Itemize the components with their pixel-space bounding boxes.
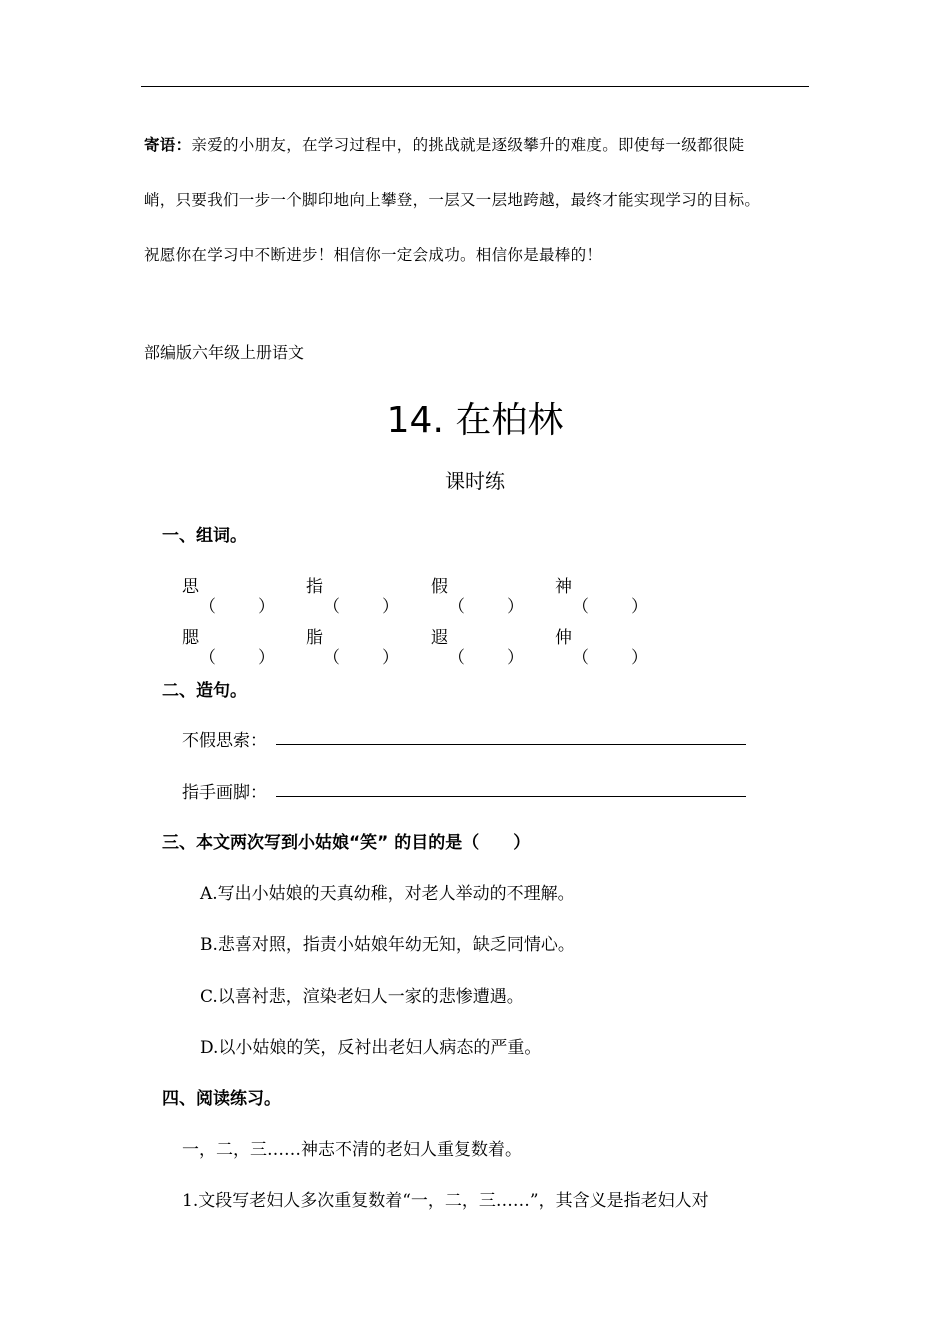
message-text-1: 亲爱的小朋友，在学习过程中，的挑战就是逐级攀升的难度。即使每一级都很陡: [191, 136, 745, 154]
word-char: 指: [306, 577, 323, 597]
word-char: 神: [555, 577, 572, 597]
word-item: 遐 （ ）: [431, 628, 524, 668]
question-1: 1.文段写老妇人多次重复数着“一，二，三……”，其含义是指老妇人对: [182, 1191, 709, 1211]
section4-heading: 四、阅读练习。: [162, 1089, 281, 1109]
word-item: 指 （ ）: [306, 577, 399, 617]
option-c[interactable]: C.以喜衬悲，渲染老妇人一家的悲惨遭遇。: [200, 987, 524, 1007]
word-item: 假 （ ）: [431, 577, 524, 617]
word-item: 脂 （ ）: [306, 628, 399, 668]
word-item: 神 （ ）: [555, 577, 648, 617]
lesson-title: 14. 在柏林: [386, 400, 564, 441]
sentence-label-2: 指手画脚：: [182, 783, 267, 803]
word-item: 伸 （ ）: [555, 628, 648, 668]
section2-heading: 二、造句。: [162, 681, 247, 701]
section1-heading: 一、组词。: [162, 526, 247, 546]
book-label: 部编版六年级上册语文: [144, 343, 305, 362]
word-char: 思: [182, 577, 199, 597]
lesson-subtitle: 课时练: [445, 469, 505, 493]
message-line-1: [144, 133, 744, 155]
option-b[interactable]: B.悲喜对照，指责小姑娘年幼无知，缺乏同情心。: [200, 935, 575, 955]
header-rule: [141, 86, 809, 87]
message-line-2: 峭，只要我们一步一个脚印地向上攀登，一层又一层地跨越，最终才能实现学习的目标。: [144, 191, 761, 209]
word-item: 腮 （ ）: [182, 628, 275, 668]
word-char: 假: [431, 577, 448, 597]
message-label: 寄语：: [144, 135, 192, 154]
word-char: 腮: [182, 628, 199, 648]
word-char: 脂: [306, 628, 323, 648]
section3-heading: 三、本文两次写到小姑娘“笑” 的目的是（ ）: [162, 833, 531, 853]
word-char: 遐: [431, 628, 448, 648]
sentence-label-1: 不假思索：: [182, 731, 267, 751]
reading-passage: 一，二，三……神志不清的老妇人重复数着。: [182, 1140, 522, 1160]
message-line-3: 祝愿你在学习中不断进步！相信你一定会成功。相信你是最棒的！: [144, 246, 603, 264]
word-item: 思 （ ）: [182, 577, 275, 617]
answer-line-2[interactable]: [276, 796, 746, 797]
word-char: 伸: [555, 628, 572, 648]
option-d[interactable]: D.以小姑娘的笑，反衬出老妇人病态的严重。: [200, 1038, 542, 1058]
answer-line-1[interactable]: [276, 744, 746, 745]
option-a[interactable]: A.写出小姑娘的天真幼稚，对老人举动的不理解。: [200, 884, 575, 904]
